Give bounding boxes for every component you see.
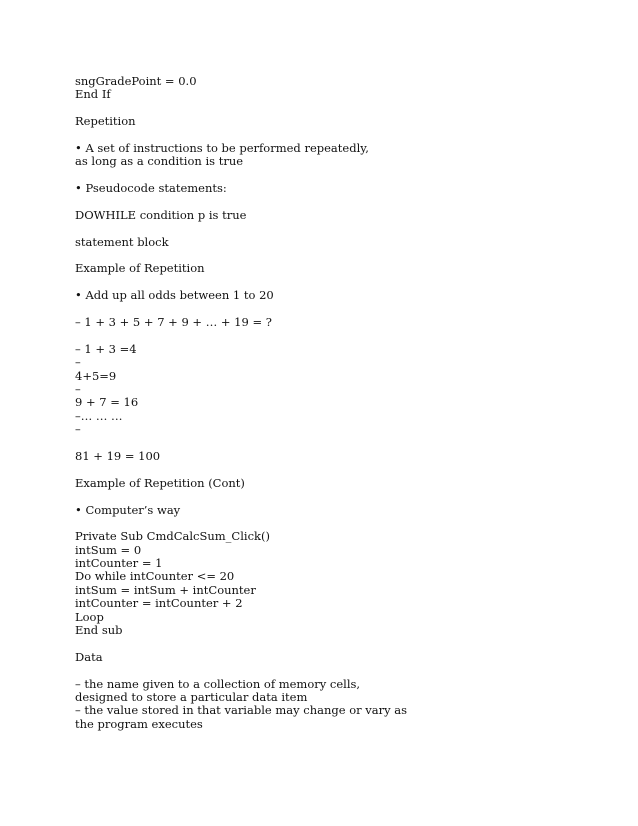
paragraph-gap <box>75 637 575 650</box>
text-line: Private Sub CmdCalcSum_Click() <box>75 529 270 544</box>
paragraph-gap <box>75 102 575 115</box>
text-line: DOWHILE condition p is true <box>75 207 247 222</box>
paragraph-gap <box>75 196 575 209</box>
text-line: Loop <box>75 609 104 624</box>
paragraph-gap <box>75 249 575 262</box>
text-line: intCounter = intCounter + 2 <box>75 596 243 611</box>
text-line: – 1 + 3 + 5 + 7 + 9 + … + 19 = ? <box>75 315 272 330</box>
paragraph-gap <box>75 303 575 316</box>
text-line: • A set of instructions to be performed repeatedly, <box>75 140 369 155</box>
text-line: designed to store a particular data item <box>75 689 308 704</box>
text-line: End sub <box>75 623 123 638</box>
paragraph-gap <box>75 517 575 530</box>
paragraph-gap <box>75 437 575 450</box>
paragraph-gap <box>75 664 575 677</box>
text-line: • Add up all odds between 1 to 20 <box>75 288 274 303</box>
text-line: sngGradePoint = 0.0 <box>75 74 197 88</box>
text-line: 9 + 7 = 16 <box>75 395 139 410</box>
document-text <box>75 75 575 731</box>
text-line: intSum = 0 <box>75 542 142 557</box>
text-line: End If <box>75 87 111 102</box>
paragraph-gap <box>75 129 575 142</box>
text-line: • Pseudocode statements: <box>75 181 227 196</box>
text-line: as long as a condition is true <box>75 154 244 169</box>
paragraph-gap <box>75 276 575 289</box>
paragraph-gap <box>75 490 575 503</box>
text-line: intSum = intSum + intCounter <box>75 582 256 597</box>
text-line: – <box>75 355 81 370</box>
text-line: • Computer’s way <box>75 502 181 517</box>
text-line: Example of Repetition <box>75 261 205 276</box>
text-line: intCounter = 1 <box>75 556 163 571</box>
paragraph-gap <box>75 169 575 182</box>
text-line: – the value stored in that variable may change or vary as <box>75 703 408 718</box>
text-line: 4+5=9 <box>75 368 117 383</box>
text-line: – <box>75 422 81 437</box>
text-line: Data <box>75 649 103 664</box>
text-line: – <box>75 381 81 396</box>
text-line: – 1 + 3 =4 <box>75 341 137 356</box>
text-line: – the name given to a collection of memory cells, <box>75 676 361 691</box>
text-line: statement block <box>75 234 169 249</box>
text-line: –… … … <box>75 408 123 423</box>
paragraph-gap <box>75 329 575 342</box>
text-line: Repetition <box>75 114 136 129</box>
text-line: the program executes <box>75 716 203 731</box>
text-line: 81 + 19 = 100 <box>75 448 161 463</box>
paragraph-gap <box>75 222 575 235</box>
paragraph-gap <box>75 463 575 476</box>
text-line: Example of Repetition (Cont) <box>75 475 245 490</box>
text-line: Do while intCounter <= 20 <box>75 569 235 584</box>
